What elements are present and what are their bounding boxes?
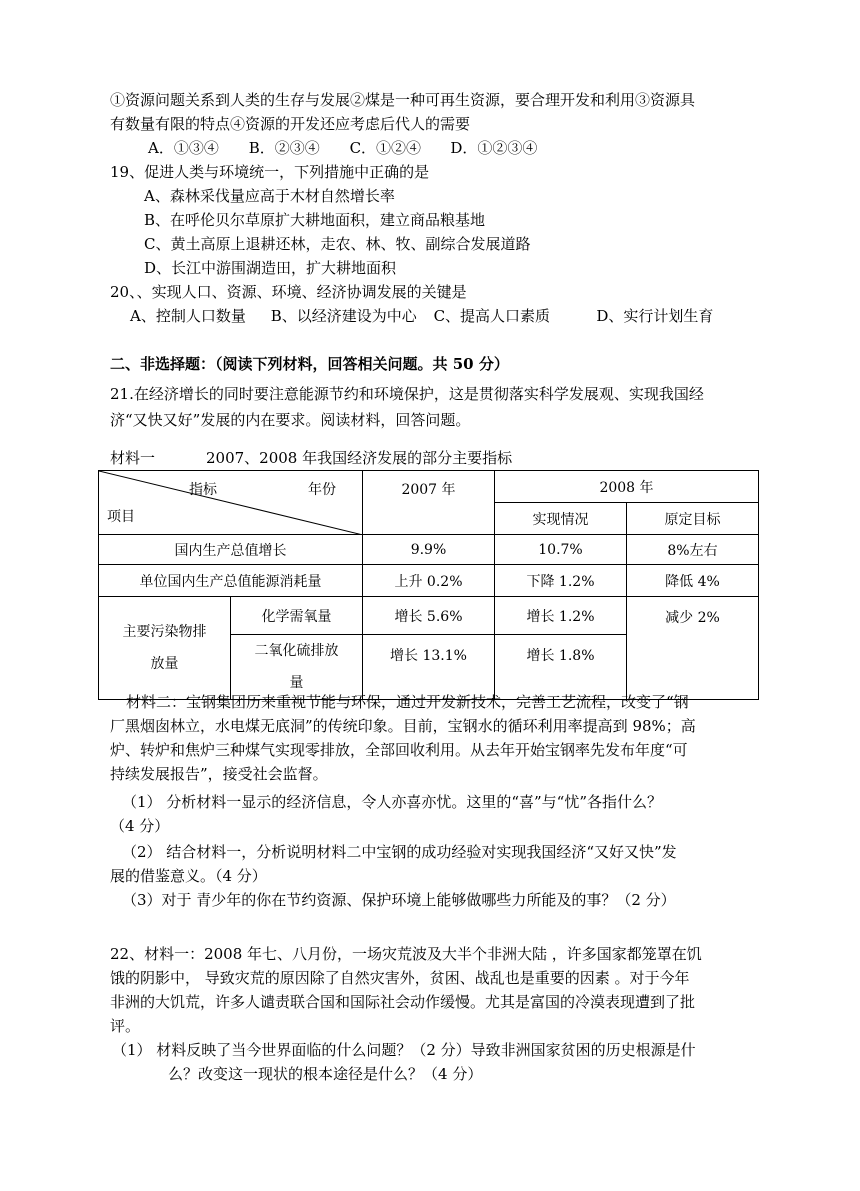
q19-option-a: A、森林采伐量应高于木材自然增长率 (144, 187, 395, 205)
row-gdp-actual: 10.7% (495, 535, 627, 565)
row-cod-actual: 增长 1.2% (495, 597, 627, 635)
q18-options (148, 138, 537, 158)
q22-line3: 非洲的大饥荒，许多人谴责联合国和国际社会动作缓慢。尤其是富国的冷漠表现遭到了批 (110, 993, 696, 1011)
q20-option-a: A、控制人口数量 (130, 307, 246, 325)
q21-line2: 济“又快又好”发展的内在要求。阅读材料，回答问题。 (110, 411, 471, 429)
q20-option-b: B、以经济建设为中心 (270, 307, 417, 325)
material2-line2: 厂黑烟囱林立，水电煤无底洞”的传统印象。目前，宝钢水的循环利用率提高到 98%；高 (110, 717, 696, 735)
q18-line1: ①资源问题关系到人类的生存与发展②煤是一种可再生资源，要合理开发和利用③资源具 (110, 91, 696, 109)
q21-sub3: （3）对于 青少年的你在节约资源、保护环境上能够做哪些力所能及的事？（2 分） (122, 891, 676, 909)
material2-line4: 持续发展报告”，接受社会监督。 (110, 765, 328, 783)
q22-line4: 评。 (110, 1017, 141, 1035)
q21-sub2-line1: （2） 结合材料一，分析说明材料二中宝钢的成功经验对实现我国经济“又好又快”发 (122, 843, 677, 861)
row-so2-actual: 增长 1.8% (495, 635, 627, 700)
q22-line2: 饿的阴影中， 导致灾荒的原因除了自然灾害外，贫困、战乱也是重要的因素 。对于今年 (110, 969, 690, 987)
q18-option-d: D．①②③④ (450, 139, 538, 157)
so2-label-1: 二氧化硫排放 (254, 643, 339, 659)
economic-indicators-table (98, 470, 759, 700)
material1-label: 材料一 (110, 449, 156, 467)
table-row (99, 535, 759, 565)
pollutant-label-1: 主要污染物排 (122, 624, 207, 640)
table-row (99, 597, 759, 635)
row-energy-label: 单位国内生产总值能源消耗量 (99, 565, 363, 597)
material2-line3: 炉、转炉和焦炉三种煤气实现零排放，全部回收利用。从去年开始宝钢率先发布年度“可 (110, 741, 688, 759)
header-item: 项目 (107, 509, 135, 525)
q22-sub1-line2: 么？改变这一现状的根本途径是什么？（4 分） (168, 1065, 483, 1083)
q20-options (130, 306, 713, 326)
material2-line1: 材料二：宝钢集团历来重视节能与环保，通过开发新技术，完善工艺流程，改变了“钢 (126, 693, 689, 711)
q22-line1: 22、材料一：2008 年七、八月份，一场灾荒波及大半个非洲大陆 ，许多国家都笼罩在饥 (110, 945, 702, 963)
row-so2-2007: 增长 13.1% (363, 635, 495, 700)
material1-title: 2007、2008 年我国经济发展的部分主要指标 (206, 449, 513, 467)
q18-option-c: C．①②④ (349, 139, 422, 157)
header-2008: 2008 年 (495, 471, 759, 503)
q19-option-b: B、在呼伦贝尔草原扩大耕地面积，建立商品粮基地 (144, 211, 486, 229)
header-2007: 2007 年 (363, 471, 495, 535)
so2-label-2: 量 (289, 675, 304, 691)
row-pollutant-label (99, 597, 231, 700)
header-indicator: 指标 (189, 482, 217, 498)
row-energy-actual: 下降 1.2% (495, 565, 627, 597)
header-actual: 实现情况 (495, 503, 627, 535)
q21-sub1-line1: （1） 分析材料一显示的经济信息，令人亦喜亦忧。这里的“喜”与“忧”各指什么？ (122, 793, 662, 811)
q18-option-a: A．①③④ (148, 139, 219, 157)
q20-option-d: D、实行计划生育 (596, 307, 714, 325)
row-gdp-target: 8%左右 (627, 535, 759, 565)
header-target: 原定目标 (627, 503, 759, 535)
q20-option-c: C、提高人口素质 (433, 307, 551, 325)
row-energy-2007: 上升 0.2% (363, 565, 495, 597)
row-so2-label (231, 635, 363, 700)
pollutant-label-2: 放量 (150, 656, 179, 672)
q21-line1: 21.在经济增长的同时要注意能源节约和环境保护，这是贯彻落实科学发展观、实现我国经 (110, 385, 704, 403)
row-energy-target: 降低 4% (627, 565, 759, 597)
row-cod-2007: 增长 5.6% (363, 597, 495, 635)
q21-sub1-line2: （4 分） (110, 817, 170, 835)
table-row (99, 565, 759, 597)
q20-stem: 20、、实现人口、资源、环境、经济协调发展的关键是 (110, 283, 467, 301)
header-year: 年份 (308, 482, 336, 498)
row-gdp-label: 国内生产总值增长 (99, 535, 363, 565)
q19-option-c: C、黄土高原上退耕还林，走农、林、牧、副综合发展道路 (144, 235, 531, 253)
row-cod-label: 化学需氧量 (231, 597, 363, 635)
q22-sub1-line1: （1） 材料反映了当今世界面临的什么问题？（2 分）导致非洲国家贫困的历史根源是什 (112, 1041, 696, 1059)
q21-sub2-line2: 展的借鉴意义。（4 分） (110, 867, 267, 885)
q18-line2: 有数量有限的特点④资源的开发还应考虑后代人的需要 (110, 115, 471, 133)
header-diagonal-cell (99, 471, 363, 535)
q19-option-d: D、长江中游围湖造田，扩大耕地面积 (144, 259, 397, 277)
q18-option-b: B．②③④ (248, 139, 320, 157)
row-gdp-2007: 9.9% (363, 535, 495, 565)
row-pollutant-target: 减少 2% (627, 597, 759, 700)
section2-title: 二、非选择题：（阅读下列材料，回答相关问题。共 50 分） (110, 355, 509, 373)
q19-stem: 19、促进人类与环境统一，下列措施中正确的是 (110, 163, 430, 181)
